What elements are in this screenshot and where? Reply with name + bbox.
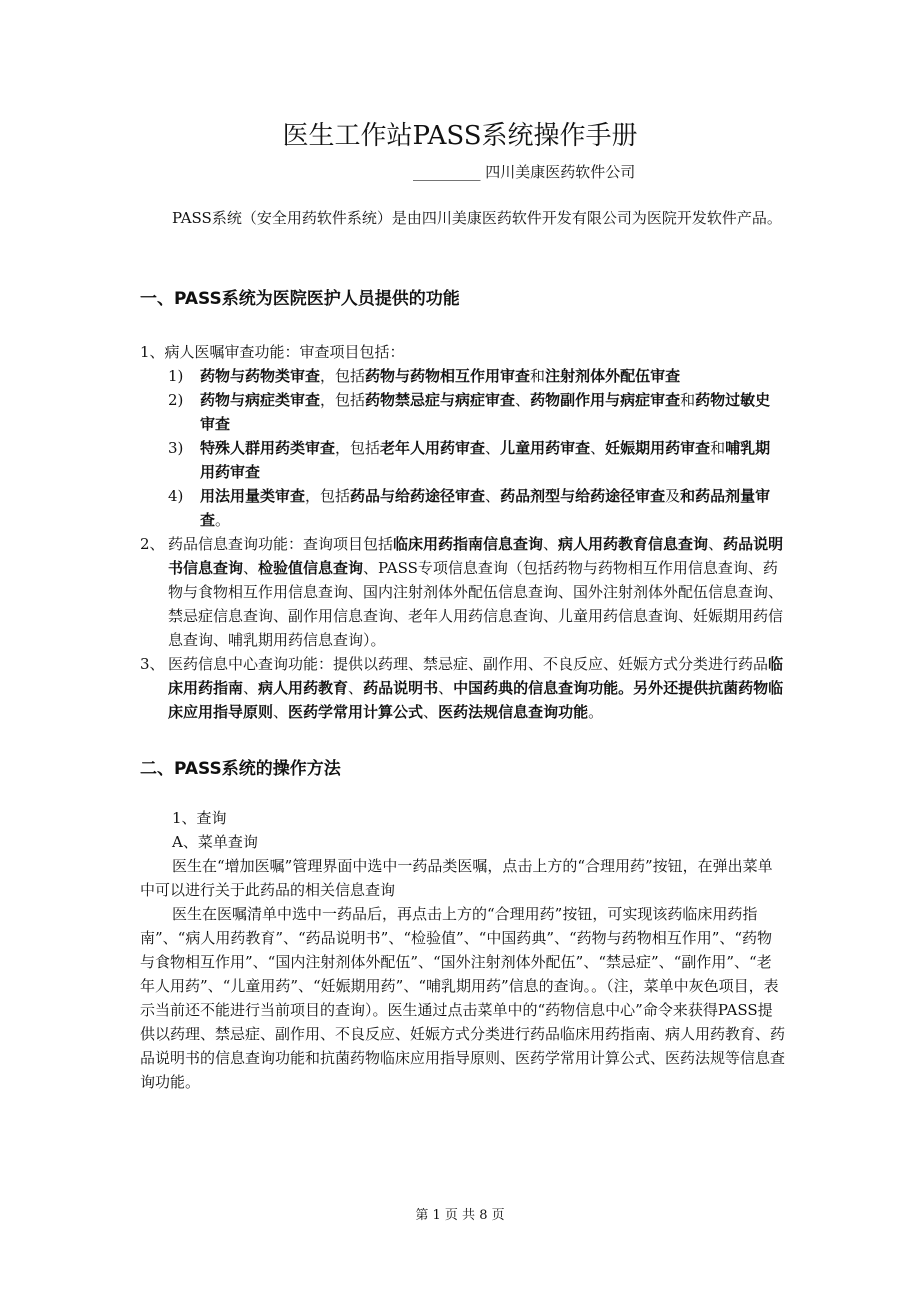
drug-info-query-item: [140, 532, 785, 652]
bold-text-run: 哺乳期用药审查: [200, 439, 771, 481]
bold-text-run: 注射剂体外配伍审查: [545, 367, 681, 385]
bold-text-run: 病人用药教育信息查询: [558, 535, 709, 553]
bold-text-run: 妊娠期用药审查: [605, 439, 711, 457]
text-run: 和: [680, 391, 696, 409]
text-run: 、: [590, 439, 606, 457]
bold-text-run: 药品剂型与给药途径审查: [500, 487, 666, 505]
sub-item-number: 2): [168, 391, 184, 409]
text-run: ，包括: [305, 487, 351, 505]
bold-text-run: 抗菌药物临床应用指导原则: [168, 679, 784, 721]
text-run: 和: [710, 439, 726, 457]
bold-text-run: 医药学常用计算公式: [288, 703, 424, 721]
bold-text-run: 药品说明书: [363, 679, 439, 697]
intro-paragraph: PASS系统（安全用药软件系统）是由四川美康医药软件开发有限公司为医院开发软件产品。: [172, 209, 782, 227]
section-2-heading: 二、PASS系统的操作方法: [140, 759, 341, 779]
menu-query-paragraph-2: 医生在医嘱清单中选中一药品后，再点击上方的“合理用药”按钮，可实现该药临床用药指南”、“病人用药教育”、“药品说明书”、“检验值”、“中国药典”、“药物与药物相互作用”、“药物与食物相互作用”、“国内注射剂体外配伍”、“国外注射剂体外配伍”、“禁忌症”、“副作用”、“老年人用药”、“儿童用药”、“妊娠期用药”、“哺乳期用药”信息的查询。。（注，菜单中灰色项目，表示当前还不能进行当前项目的查询）。医生通过点击菜单中的“药物信息中心”命令来获得PASS提供以药理、禁忌症、副作用、不良反应、妊娠方式分类进行药品临床用药指南、病人用药教育、药品说明书的信息查询功能和抗菌药物临床应用指导原则、医药学常用计算公式、医药法规等信息查询功能。: [140, 905, 786, 1091]
bold-text-run: 中国药典的信息查询功能: [453, 679, 619, 697]
text-run: ，包括: [320, 391, 366, 409]
menu-query-subheading: A、菜单查询: [172, 833, 258, 851]
bold-text-run: 药物副作用与病症审查: [530, 391, 681, 409]
review-sub-item-4: [168, 484, 785, 532]
text-run: 、PASS专项信息查询（包括药物与药物相互作用信息查询、药物与食物相互作用信息查询、国内注射剂体外配伍信息查询、国外注射剂体外配伍信息查询、禁忌症信息查询、副作用信息查询、老年人用药信息查询、儿童用药信息查询、妊娠期用药信息查询、哺乳期用药信息查询）。: [168, 559, 784, 649]
review-function-item: 1、病人医嘱审查功能：审查项目包括：: [140, 343, 405, 361]
bold-text-run: 病人用药教育: [258, 679, 349, 697]
text-run: 、: [485, 439, 501, 457]
bold-text-run: 药物禁忌症与病症审查: [365, 391, 516, 409]
item-body: [168, 532, 785, 652]
bold-text-run: 临床用药指南: [168, 655, 784, 697]
page-footer: 第 1 页 共 8 页: [415, 1208, 505, 1223]
text-run: 及: [665, 487, 681, 505]
text-run: 、: [485, 487, 501, 505]
bold-text-run: 药物过敏史审查: [200, 391, 771, 433]
text-run: 、: [423, 703, 439, 721]
text-run: 、: [543, 535, 559, 553]
sub-item-number: 4): [168, 487, 184, 505]
text-run: 。: [215, 511, 231, 529]
sub-item-number: 3): [168, 439, 184, 457]
bold-text-run: 药物与病症类审查: [200, 391, 321, 409]
bold-text-run: 医药法规信息查询功能: [438, 703, 589, 721]
bold-text-run: 药物与药物相互作用审查: [365, 367, 531, 385]
bold-text-run: 老年人用药审查: [380, 439, 486, 457]
sub-item-body: [200, 364, 785, 388]
text-run: 药品信息查询功能：查询项目包括: [168, 535, 394, 553]
text-run: 、: [243, 679, 259, 697]
bold-text-run: 和药品剂量审查: [200, 487, 771, 529]
bold-text-run: 临床用药指南信息查询: [393, 535, 544, 553]
sub-item-number: 1): [168, 367, 184, 385]
bold-text-run: 。另外还提供: [618, 679, 709, 697]
bold-text-run: 用法用量类审查: [200, 487, 306, 505]
bold-text-run: 药品与给药途径审查: [350, 487, 486, 505]
info-center-query-item: [140, 652, 785, 724]
bold-text-run: 药品说明书信息查询: [168, 535, 784, 577]
review-sub-item-3: [168, 436, 785, 484]
review-sub-item-2: [168, 388, 785, 436]
text-run: 、: [243, 559, 259, 577]
review-sub-item-1: [168, 364, 785, 388]
text-run: 、: [438, 679, 454, 697]
text-run: ，包括: [335, 439, 381, 457]
bold-text-run: 特殊人群用药类审查: [200, 439, 336, 457]
query-subheading: 1、查询: [172, 809, 227, 827]
text-run: 医药信息中心查询功能：提供以药理、禁忌症、副作用、不良反应、妊娠方式分类进行药品: [168, 655, 769, 673]
item-number: 2、: [140, 535, 165, 553]
bold-text-run: 检验值信息查询: [258, 559, 364, 577]
sub-item-body: [200, 388, 785, 436]
bold-text-run: 儿童用药审查: [500, 439, 591, 457]
item-number: 3、: [140, 655, 165, 673]
sub-item-body: [200, 436, 785, 484]
sub-item-body: [200, 484, 785, 532]
item-body: [168, 652, 785, 724]
text-run: 、: [708, 535, 724, 553]
text-run: 、: [348, 679, 364, 697]
text-run: 和: [530, 367, 546, 385]
text-run: 、: [515, 391, 531, 409]
company-subtitle: _________ 四川美康医药软件公司: [413, 163, 636, 181]
document-title: 医生工作站PASS系统操作手册: [282, 121, 638, 151]
bold-text-run: 药物与药物类审查: [200, 367, 321, 385]
menu-query-paragraph-1: 医生在“增加医嘱”管理界面中选中一药品类医嘱，点击上方的“合理用药”按钮，在弹出菜单中可以进行关于此药品的相关信息查询: [140, 857, 773, 899]
text-run: 、: [273, 703, 289, 721]
section-1-heading: 一、PASS系统为医院医护人员提供的功能: [140, 289, 460, 309]
text-run: 。: [588, 703, 604, 721]
text-run: ，包括: [320, 367, 366, 385]
